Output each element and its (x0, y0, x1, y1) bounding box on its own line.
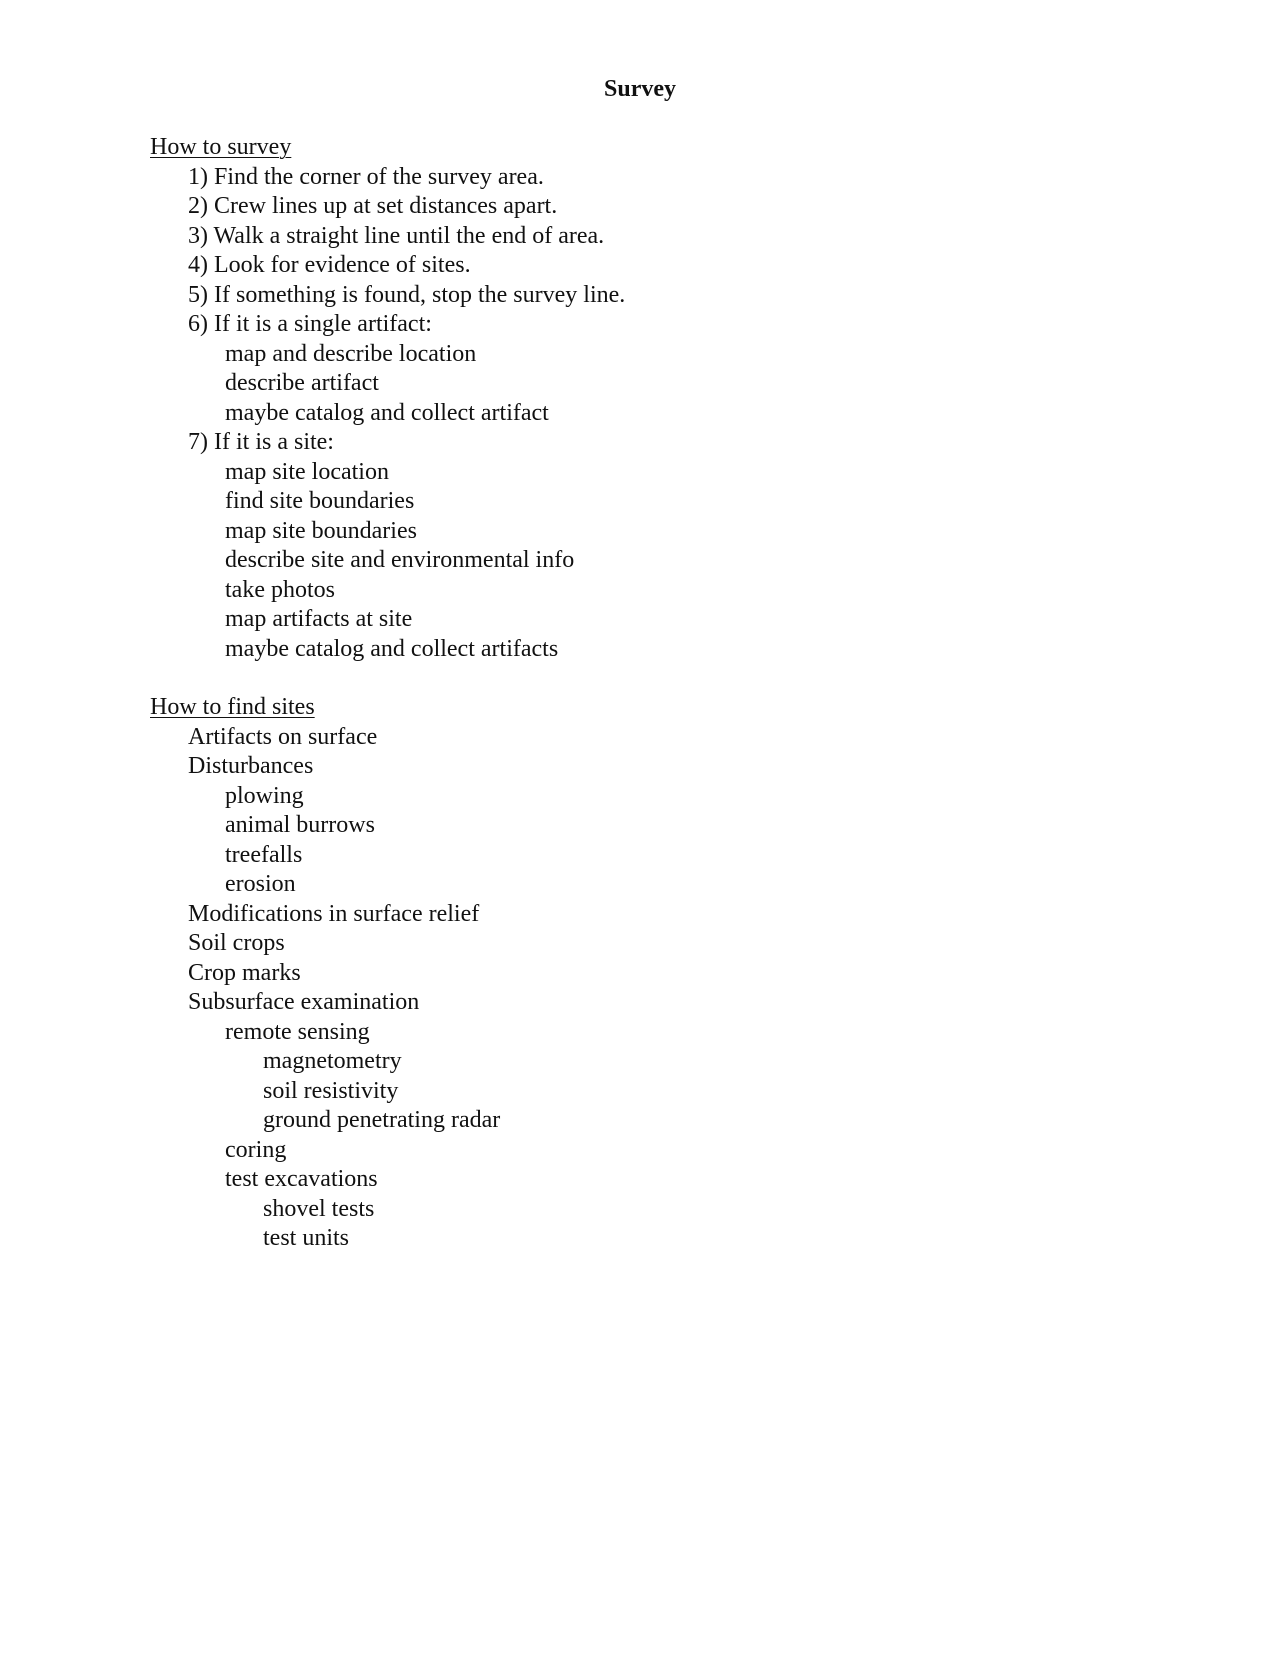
list-item: 1) Find the corner of the survey area. (188, 163, 544, 190)
list-item: map and describe location (225, 340, 477, 367)
section-items (150, 163, 1150, 665)
list-item: soil resistivity (263, 1077, 399, 1104)
list-item: map site location (225, 458, 389, 485)
list-item: find site boundaries (225, 488, 415, 514)
list-item: test units (263, 1225, 350, 1251)
list-item: 6) If it is a single artifact: (188, 311, 432, 337)
list-item: 5) If something is found, stop the survey line. (188, 281, 626, 308)
list-item: 3) Walk a straight line until the end of area. (188, 222, 605, 249)
list-item: maybe catalog and collect artifact (225, 399, 549, 426)
list-item: 4) Look for evidence of sites. (188, 252, 471, 278)
list-item: maybe catalog and collect artifacts (225, 635, 559, 662)
list-item: ground penetrating radar (263, 1107, 501, 1133)
list-item: Modifications in surface relief (188, 900, 480, 927)
list-item: shovel tests (263, 1195, 375, 1222)
section-heading: How to find sites (150, 694, 315, 720)
list-item: Crop marks (188, 959, 301, 986)
section-heading: How to survey (150, 134, 292, 160)
section-how-to-survey (150, 133, 1150, 664)
page-title: Survey (604, 76, 676, 102)
section-how-to-find-sites (150, 693, 1150, 1254)
section-items (150, 723, 1150, 1254)
list-item: test excavations (225, 1166, 378, 1192)
list-item: map artifacts at site (225, 606, 413, 632)
list-item: take photos (225, 576, 335, 603)
list-item: remote sensing (225, 1018, 370, 1045)
list-item: coring (225, 1136, 287, 1163)
list-item: describe artifact (225, 370, 379, 396)
list-item: erosion (225, 871, 296, 897)
list-item: 2) Crew lines up at set distances apart. (188, 193, 558, 219)
list-item: animal burrows (225, 812, 375, 838)
list-item: Soil crops (188, 930, 285, 956)
list-item: Disturbances (188, 753, 314, 779)
list-item: Subsurface examination (188, 989, 420, 1015)
list-item: describe site and environmental info (225, 547, 575, 573)
list-item: treefalls (225, 841, 303, 868)
list-item: map site boundaries (225, 517, 417, 544)
list-item: magnetometry (263, 1048, 402, 1074)
list-item: Artifacts on surface (188, 723, 378, 750)
list-item: 7) If it is a site: (188, 429, 334, 455)
list-item: plowing (225, 782, 304, 809)
